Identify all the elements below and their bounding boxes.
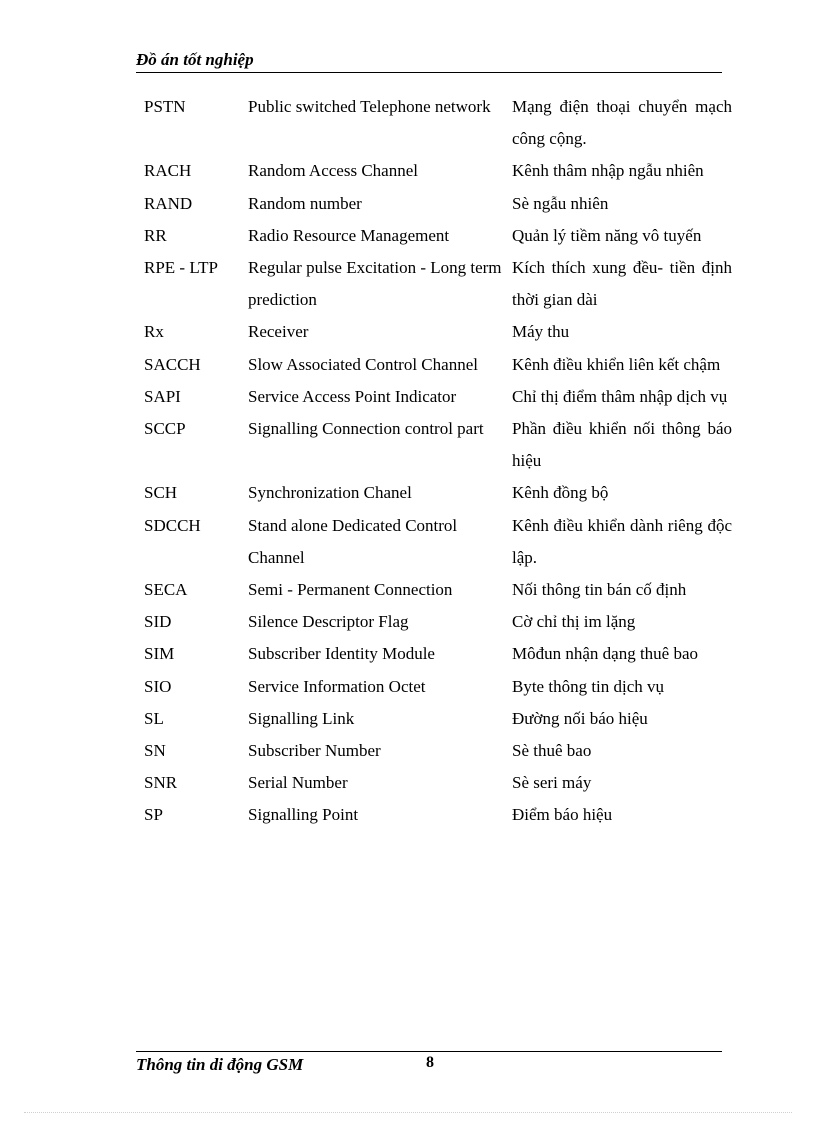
english-term-cell: Subscriber Number xyxy=(248,741,381,761)
table-row xyxy=(138,316,732,348)
table-row xyxy=(138,799,732,831)
abbreviation-cell: SNR xyxy=(144,773,178,793)
table-row xyxy=(138,91,732,155)
table-row xyxy=(138,155,732,187)
page-bottom-dotted-border xyxy=(24,1112,792,1113)
footer-title: Thông tin di động GSM xyxy=(136,1055,304,1074)
table-row xyxy=(138,413,732,477)
abbreviation-cell: RAND xyxy=(144,193,193,213)
table-row xyxy=(138,671,732,703)
table-row xyxy=(138,381,732,413)
english-term-cell: Regular pulse Excitation - Long term prediction xyxy=(248,258,502,310)
abbreviation-cell: SL xyxy=(144,708,164,728)
vietnamese-term-cell: Sè ngẫu nhiên xyxy=(512,193,609,213)
english-term-cell: Service Information Octet xyxy=(248,676,426,696)
vietnamese-term-cell: Môđun nhận dạng thuê bao xyxy=(512,644,699,664)
english-term-cell: Random number xyxy=(248,193,362,213)
table-row xyxy=(138,510,732,574)
english-term-cell: Signalling Link xyxy=(248,708,355,728)
abbreviation-cell: SACCH xyxy=(144,354,201,374)
table-row xyxy=(138,220,732,252)
table-row xyxy=(138,735,732,767)
english-term-cell: Radio Resource Management xyxy=(248,225,450,245)
english-term-cell: Signalling Point xyxy=(248,805,359,825)
english-term-cell: Subscriber Identity Module xyxy=(248,644,435,664)
page-header xyxy=(136,48,722,73)
abbreviation-cell: SDCCH xyxy=(144,515,201,535)
abbreviation-cell: RPE - LTP xyxy=(144,258,219,278)
vietnamese-term-cell: Byte thông tin dịch vụ xyxy=(512,676,665,696)
english-term-cell: Signalling Connection control part xyxy=(248,419,484,439)
abbreviation-cell: SID xyxy=(144,612,172,632)
table-row xyxy=(138,252,732,316)
vietnamese-term-cell: Mạng điện thoại chuyển mạch công cộng. xyxy=(512,97,732,149)
abbreviation-cell: RR xyxy=(144,225,167,245)
vietnamese-term-cell: Kênh thâm nhập ngẫu nhiên xyxy=(512,161,704,181)
english-term-cell: Semi - Permanent Connection xyxy=(248,580,453,600)
vietnamese-term-cell: Sè thuê bao xyxy=(512,741,592,761)
table-row xyxy=(138,188,732,220)
vietnamese-term-cell: Quản lý tiềm năng vô tuyến xyxy=(512,225,702,245)
abbreviation-cell: SAPI xyxy=(144,386,181,406)
abbreviation-cell: SIO xyxy=(144,676,172,696)
vietnamese-term-cell: Kênh đồng bộ xyxy=(512,483,609,503)
vietnamese-term-cell: Kênh điều khiển dành riêng độc lập. xyxy=(512,515,732,567)
vietnamese-term-cell: Điểm báo hiệu xyxy=(512,805,613,825)
english-term-cell: Stand alone Dedicated Control Channel xyxy=(248,515,458,567)
vietnamese-term-cell: Kênh điều khiển liên kết chậm xyxy=(512,354,721,374)
abbreviation-cell: PSTN xyxy=(144,97,186,116)
english-term-cell: Receiver xyxy=(248,322,309,342)
english-term-cell: Serial Number xyxy=(248,773,348,793)
header-title: Đồ án tốt nghiệp xyxy=(136,50,254,69)
english-term-cell: Slow Associated Control Channel xyxy=(248,354,478,374)
abbreviation-cell: SCH xyxy=(144,483,178,503)
table-row xyxy=(138,767,732,799)
english-term-cell: Random Access Channel xyxy=(248,161,418,181)
abbreviation-table-body xyxy=(138,91,732,832)
vietnamese-term-cell: Máy thu xyxy=(512,322,570,342)
vietnamese-term-cell: Đường nối báo hiệu xyxy=(512,708,648,728)
table-row xyxy=(138,349,732,381)
table-row xyxy=(138,606,732,638)
abbreviation-cell: Rx xyxy=(144,322,164,342)
table-row xyxy=(138,638,732,670)
vietnamese-term-cell: Nối thông tin bán cố định xyxy=(512,580,687,600)
abbreviation-cell: SP xyxy=(144,805,163,825)
page-number: 8 xyxy=(426,1054,434,1071)
abbreviation-cell: SCCP xyxy=(144,419,186,439)
english-term-cell: Synchronization Chanel xyxy=(248,483,412,503)
abbreviation-cell: SECA xyxy=(144,580,188,600)
vietnamese-term-cell: Chỉ thị điểm thâm nhập dịch vụ xyxy=(512,386,728,406)
table-row xyxy=(138,703,732,735)
english-term-cell: Public switched Telephone network xyxy=(248,97,491,116)
vietnamese-term-cell: Cờ chỉ thị im lặng xyxy=(512,612,636,632)
vietnamese-term-cell: Kích thích xung đều- tiền định thời gian dài xyxy=(512,258,732,310)
vietnamese-term-cell: Sè seri máy xyxy=(512,773,592,793)
english-term-cell: Service Access Point Indicator xyxy=(248,386,457,406)
english-term-cell: Silence Descriptor Flag xyxy=(248,612,409,632)
abbreviation-table xyxy=(138,91,732,832)
table-row xyxy=(138,574,732,606)
abbreviation-cell: SIM xyxy=(144,644,175,664)
table-row xyxy=(138,477,732,509)
vietnamese-term-cell: Phần điều khiển nối thông báo hiệu xyxy=(512,419,732,471)
abbreviation-cell: SN xyxy=(144,741,166,761)
abbreviation-cell: RACH xyxy=(144,161,192,181)
